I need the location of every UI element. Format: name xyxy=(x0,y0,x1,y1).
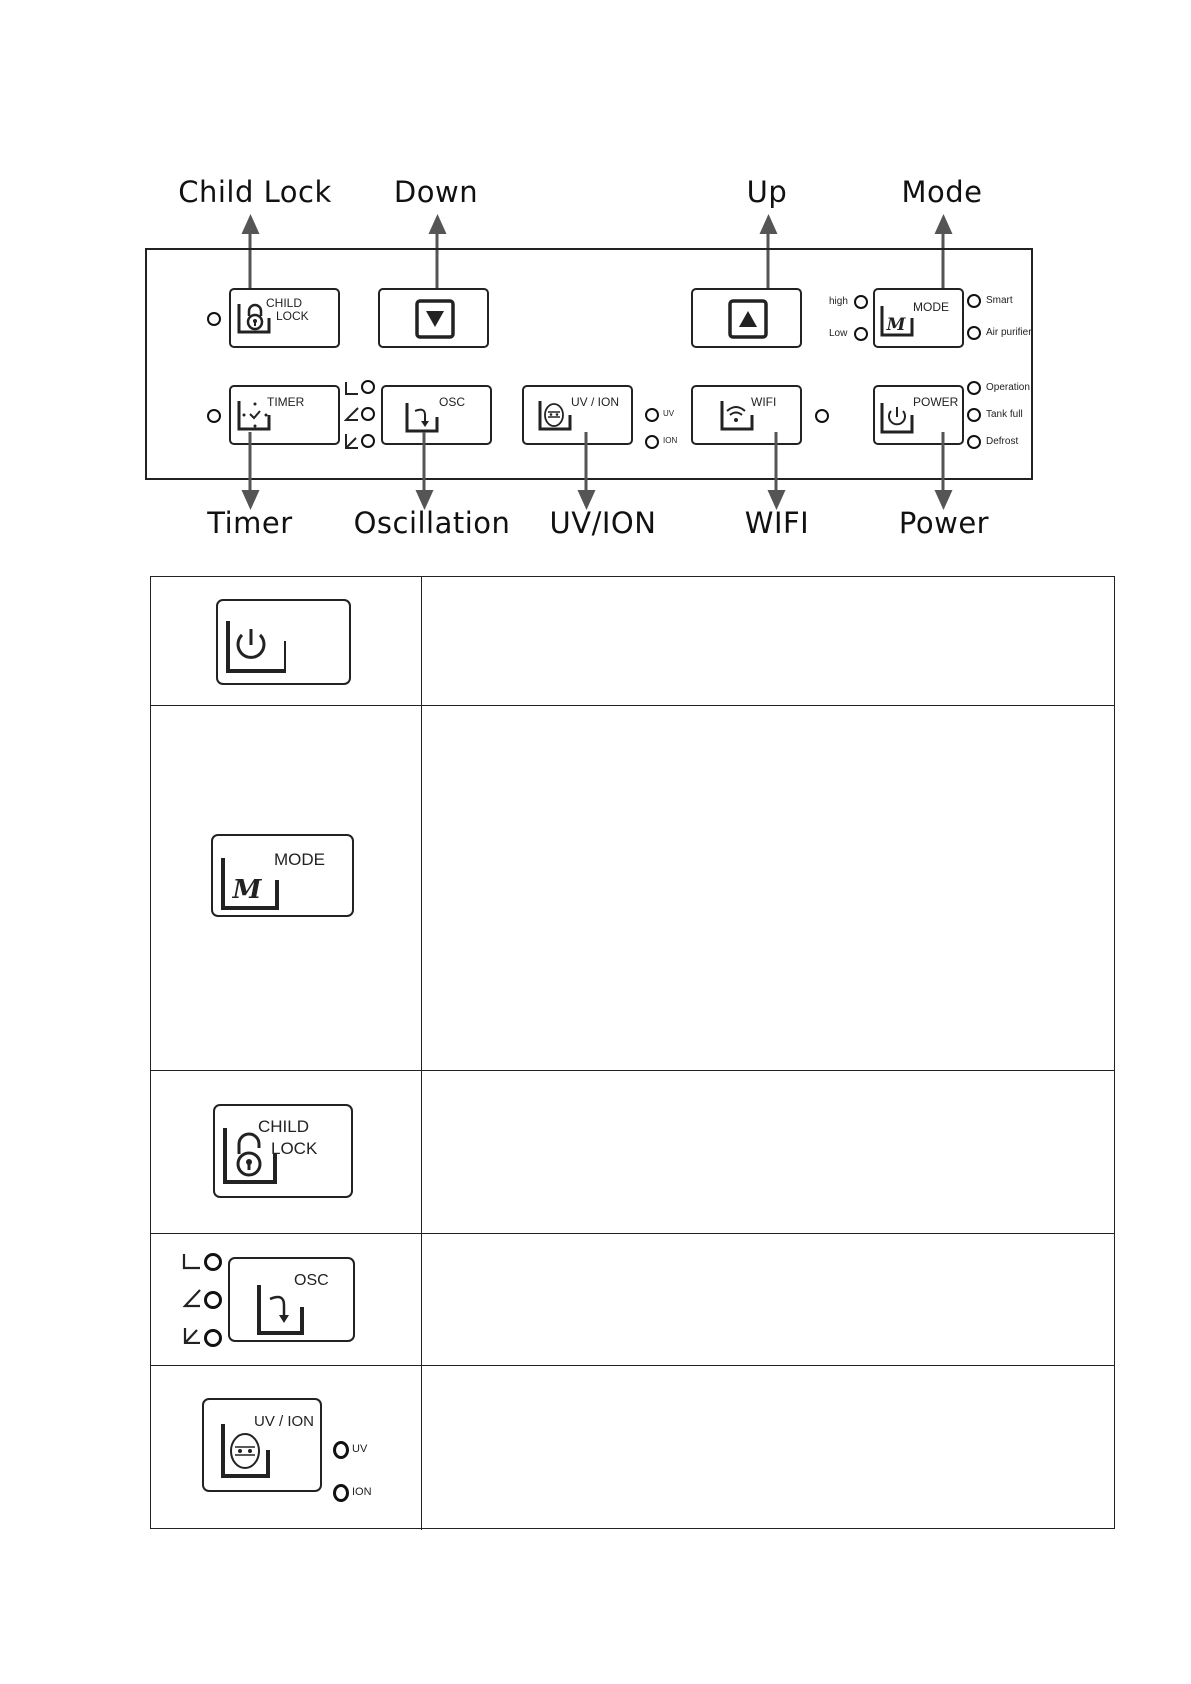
timer-button[interactable] xyxy=(229,385,340,445)
child-lock-label-1: CHILD xyxy=(266,296,303,310)
table-row-child-lock xyxy=(151,1071,1114,1234)
callout-wifi: WIFI xyxy=(744,506,810,540)
osc-label: OSC xyxy=(439,395,466,409)
osc-label-large: OSC xyxy=(294,1272,329,1289)
mode-button[interactable] xyxy=(873,288,964,348)
callout-oscillation: Oscillation xyxy=(353,506,511,540)
mode-label: MODE xyxy=(913,300,949,314)
led-high xyxy=(854,295,868,309)
table-cell-icon xyxy=(151,1071,422,1233)
led-label-ion: ION xyxy=(663,436,678,445)
led-label-high: high xyxy=(829,296,848,307)
up-button[interactable] xyxy=(691,288,802,348)
uv-ion-icon xyxy=(536,395,576,435)
led-low xyxy=(854,327,868,341)
table-row-uv-ion xyxy=(151,1366,1114,1530)
osc-button[interactable] xyxy=(381,385,492,445)
power-button[interactable] xyxy=(873,385,964,445)
callout-down: Down xyxy=(393,175,479,209)
arrow-uv-ion xyxy=(585,432,588,506)
mode-label-large: MODE xyxy=(274,850,325,869)
table-cell-desc xyxy=(422,577,1114,705)
led-label-air-purifier: Air purifier xyxy=(986,327,1032,338)
osc-button-large xyxy=(228,1257,355,1342)
wifi-label: WIFI xyxy=(751,395,777,409)
led-uv xyxy=(645,408,659,422)
angle-icon xyxy=(182,1252,202,1344)
arrow-power xyxy=(942,432,945,506)
led-uv-label-large: UV xyxy=(352,1443,368,1455)
svg-text:M: M xyxy=(232,875,262,905)
power-label: POWER xyxy=(913,395,959,409)
timer-led xyxy=(207,409,221,423)
down-triangle-icon xyxy=(415,299,455,339)
down-button[interactable] xyxy=(378,288,489,348)
uv-ion-label-large: UV / ION xyxy=(254,1413,315,1430)
oscillation-icon xyxy=(403,397,443,437)
osc-led-30-large xyxy=(204,1329,222,1347)
arrow-oscillation xyxy=(423,432,426,506)
osc-led-90-large xyxy=(204,1253,222,1271)
led-label-tank-full: Tank full xyxy=(986,409,1023,420)
callout-uv-ion: UV/ION xyxy=(549,506,657,540)
led-defrost xyxy=(967,435,981,449)
led-tank-full xyxy=(967,408,981,422)
osc-led-45-large xyxy=(204,1291,222,1309)
arrow-timer xyxy=(249,432,252,506)
wifi-button[interactable] xyxy=(691,385,802,445)
uv-ion-button-large xyxy=(202,1398,322,1492)
led-uv-large xyxy=(333,1441,349,1459)
table-cell-desc xyxy=(422,1234,1114,1365)
led-label-defrost: Defrost xyxy=(986,436,1019,447)
svg-text:M: M xyxy=(886,315,906,335)
led-ion-label-large: ION xyxy=(352,1486,372,1498)
angle-icon xyxy=(344,380,360,450)
table-cell-desc xyxy=(422,1366,1114,1530)
panel-frame xyxy=(145,248,1033,480)
child-lock-button[interactable] xyxy=(229,288,340,348)
osc-led-90 xyxy=(361,380,375,394)
up-triangle-icon xyxy=(728,299,768,339)
table-row-oscillation xyxy=(151,1234,1114,1366)
power-icon xyxy=(222,613,286,677)
callout-timer: Timer xyxy=(207,506,293,540)
uv-ion-label: UV / ION xyxy=(571,395,620,409)
callout-up: Up xyxy=(746,175,788,209)
led-label-low: Low xyxy=(829,328,848,339)
arrow-wifi xyxy=(775,432,778,506)
wifi-led xyxy=(815,409,829,423)
led-ion-large xyxy=(333,1484,349,1502)
table-cell-desc xyxy=(422,706,1114,1070)
callout-power: Power xyxy=(898,506,990,540)
child-lock-label-large-1: CHILD xyxy=(258,1117,310,1136)
callout-mode: Mode xyxy=(901,175,983,209)
osc-led-30 xyxy=(361,434,375,448)
led-operation xyxy=(967,381,981,395)
child-lock-label-2: LOCK xyxy=(276,309,309,323)
mode-icon xyxy=(217,850,281,914)
table-cell-desc xyxy=(422,1071,1114,1233)
osc-led-45 xyxy=(361,407,375,421)
power-button-large xyxy=(216,599,351,685)
table-row-mode xyxy=(151,706,1114,1071)
led-label-uv: UV xyxy=(663,409,675,418)
child-lock-button-large xyxy=(213,1104,353,1198)
callout-child-lock: Child Lock xyxy=(178,175,332,209)
led-air-purifier xyxy=(967,326,981,340)
table-row-power xyxy=(151,577,1114,706)
table-cell-icon xyxy=(151,1366,422,1530)
child-lock-label-large-2: LOCK xyxy=(271,1139,318,1158)
table-cell-icon xyxy=(151,706,422,1070)
uv-ion-button[interactable] xyxy=(522,385,633,445)
timer-label: TIMER xyxy=(267,395,305,409)
table-cell-icon xyxy=(151,1234,422,1365)
led-smart xyxy=(967,294,981,308)
button-description-table xyxy=(150,576,1115,1529)
led-label-operation: Operation xyxy=(986,382,1030,393)
mode-button-large xyxy=(211,834,354,917)
led-ion xyxy=(645,435,659,449)
child-lock-led xyxy=(207,312,221,326)
led-label-smart: Smart xyxy=(986,295,1013,306)
table-cell-icon xyxy=(151,577,422,705)
